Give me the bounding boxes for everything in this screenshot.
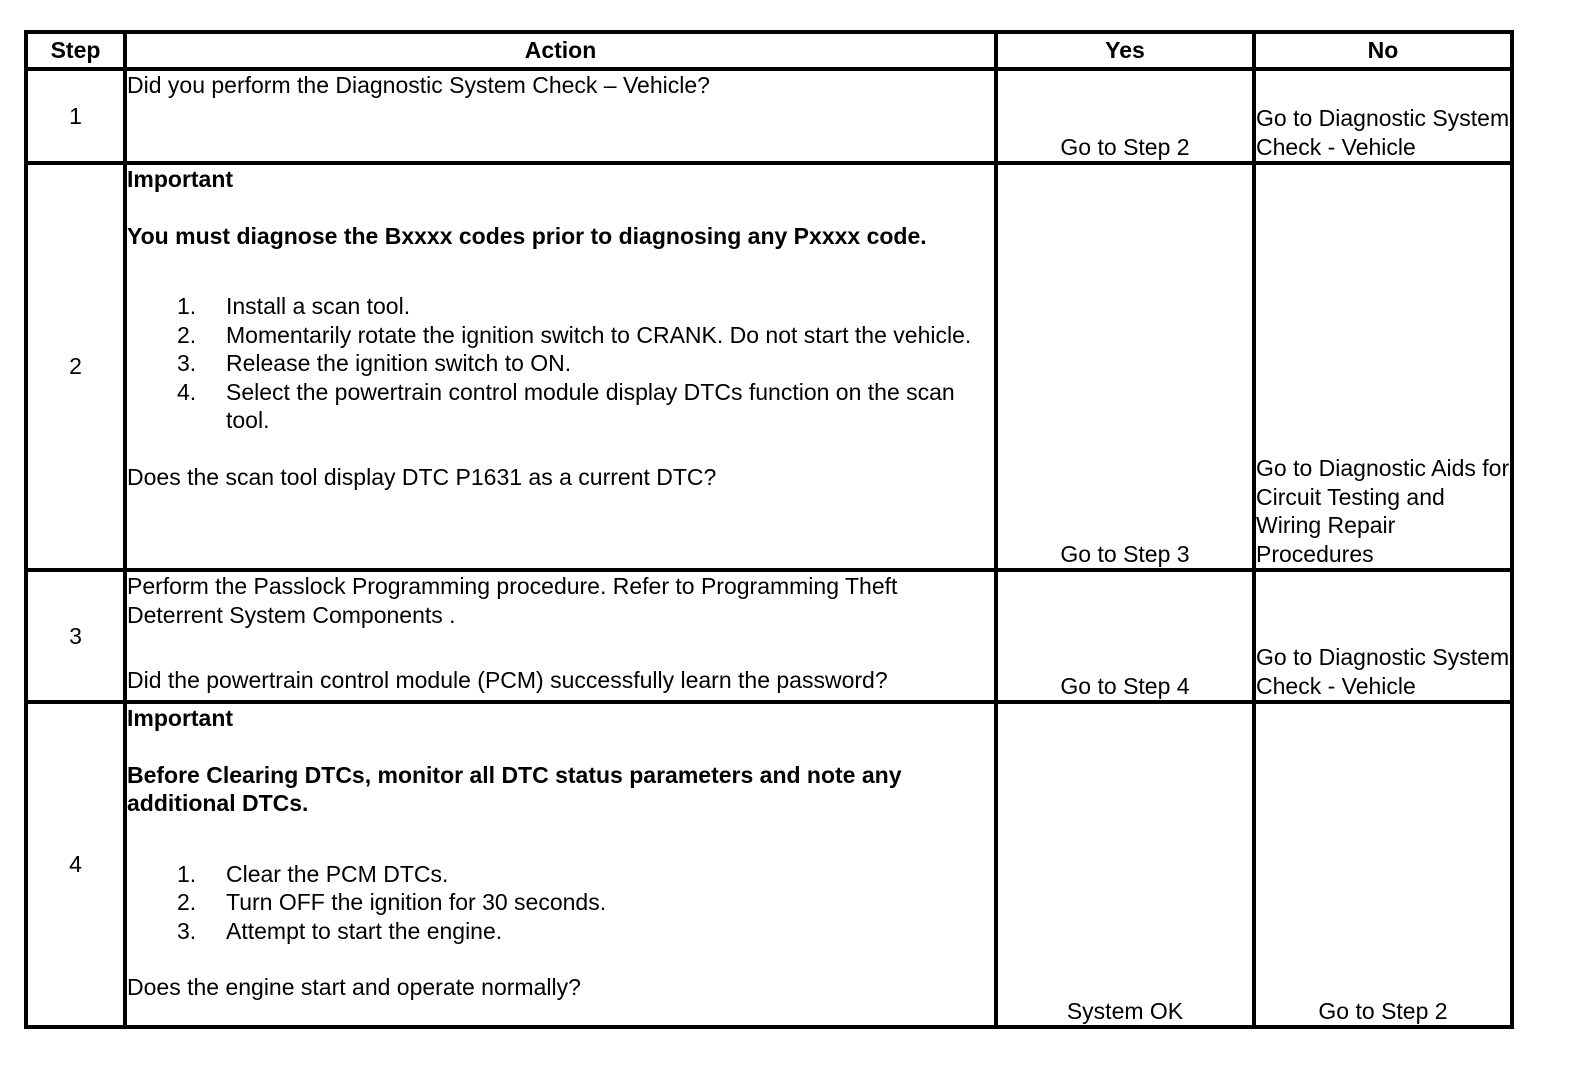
important-text: Before Clearing DTCs, monitor all DTC status parameters and note any additional DTCs. — [127, 761, 902, 816]
header-yes: Yes — [996, 32, 1254, 69]
list-item — [127, 917, 994, 946]
action-cell — [125, 570, 996, 702]
action-text: Perform the Passlock Programming procedure. Refer to Programming Theft Deterrent System Components . — [127, 573, 898, 628]
important-label: Important — [127, 166, 234, 192]
action-cell — [125, 163, 996, 570]
question-text: Did the powertrain control module (PCM) successfully learn the password? — [127, 667, 888, 693]
list-item-text: Select the powertrain control module display DTCs function on the scan tool. — [226, 378, 955, 433]
list-item-text: Turn OFF the ignition for 30 seconds. — [226, 889, 607, 915]
list-item-text: Install a scan tool. — [226, 293, 411, 319]
question-text: Does the scan tool display DTC P1631 as a current DTC? — [127, 463, 717, 490]
step-number: 1 — [26, 69, 125, 163]
list-item — [127, 349, 994, 378]
procedure-list — [127, 860, 994, 946]
no-cell: Go to Diagnostic Aids for Circuit Testing and Wiring Repair Procedures — [1254, 163, 1512, 570]
list-item — [127, 321, 994, 350]
action-text: Did you perform the Diagnostic System Check – Vehicle? — [127, 72, 710, 98]
table-row — [26, 570, 1512, 702]
no-cell: Go to Step 2 — [1254, 702, 1512, 1027]
header-action: Action — [125, 32, 996, 69]
action-cell — [125, 69, 996, 163]
yes-cell: Go to Step 2 — [996, 69, 1254, 163]
diagnostic-table — [24, 30, 1514, 1029]
yes-cell: Go to Step 3 — [996, 163, 1254, 570]
list-item-number: 4. — [177, 378, 197, 405]
no-cell: Go to Diagnostic System Check - Vehicle — [1254, 570, 1512, 702]
yes-cell: Go to Step 4 — [996, 570, 1254, 702]
list-item-number: 3. — [177, 917, 197, 944]
table-row — [26, 69, 1512, 163]
list-item-number: 2. — [177, 889, 197, 915]
list-item — [127, 292, 994, 321]
step-number: 3 — [26, 570, 125, 702]
list-item-text: Clear the PCM DTCs. — [226, 860, 449, 887]
table-row — [26, 163, 1512, 570]
list-item-number: 3. — [177, 350, 197, 376]
no-cell: Go to Diagnostic System Check - Vehicle — [1254, 69, 1512, 163]
list-item-text: Release the ignition switch to ON. — [226, 350, 572, 376]
header-row — [26, 32, 1512, 69]
list-item-text: Momentarily rotate the ignition switch to CRANK. Do not start the vehicle. — [226, 321, 972, 348]
list-item-number: 1. — [177, 293, 197, 319]
list-item-number: 2. — [177, 321, 197, 348]
step-number: 4 — [26, 702, 125, 1027]
procedure-list — [127, 292, 994, 435]
list-item — [127, 860, 994, 889]
header-no: No — [1254, 32, 1512, 69]
yes-cell: System OK — [996, 702, 1254, 1027]
list-item — [127, 378, 994, 435]
table-row — [26, 702, 1512, 1027]
action-cell — [125, 702, 996, 1027]
important-text: You must diagnose the Bxxxx codes prior to diagnosing any Pxxxx code. — [127, 222, 927, 249]
list-item — [127, 888, 994, 917]
important-label: Important — [127, 705, 234, 731]
header-step: Step — [26, 32, 125, 69]
step-number: 2 — [26, 163, 125, 570]
list-item-number: 1. — [177, 860, 197, 887]
question-text: Does the engine start and operate normally? — [127, 974, 581, 1000]
list-item-text: Attempt to start the engine. — [226, 917, 503, 944]
